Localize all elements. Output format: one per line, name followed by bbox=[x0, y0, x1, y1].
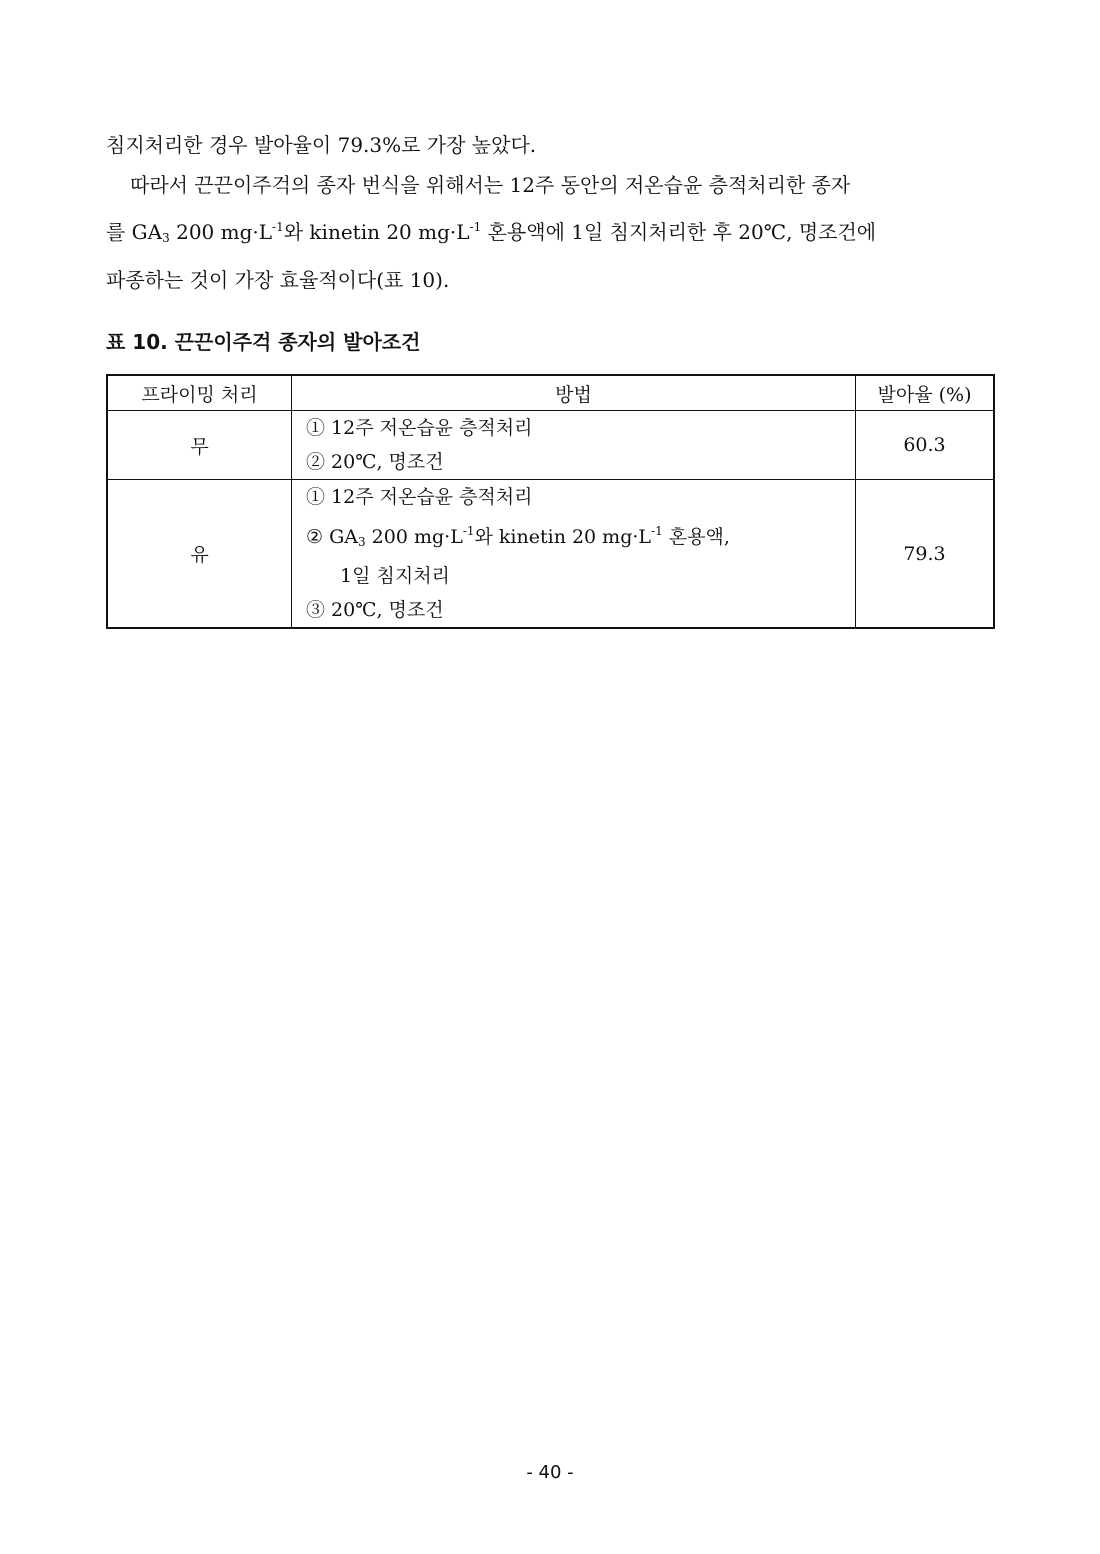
text-segment: ② GA bbox=[306, 526, 358, 548]
method-step-continued: 1일 침지처리 bbox=[340, 565, 450, 587]
superscript: -1 bbox=[651, 524, 663, 538]
paragraph-2-line-3: 파종하는 것이 가장 효율적이다(표 10). bbox=[106, 268, 450, 292]
paragraph-2 bbox=[106, 164, 994, 301]
method-step bbox=[306, 514, 855, 559]
superscript: -1 bbox=[272, 220, 284, 234]
paragraph-2-line-1: 따라서 끈끈이주걱의 종자 번식을 위해서는 12주 동안의 저온습윤 층적처리한 종자 bbox=[130, 173, 851, 197]
cell-rate: 79.3 bbox=[856, 480, 995, 629]
paragraph-2-line-2 bbox=[106, 206, 994, 259]
subscript: 3 bbox=[162, 231, 170, 245]
text-segment: 와 kinetin 20 mg·L bbox=[474, 526, 652, 548]
table-caption: 표 10. 끈끈이주걱 종자의 발아조건 bbox=[106, 330, 421, 354]
text-segment: 200 mg·L bbox=[365, 526, 463, 548]
method-step: ③ 20℃, 명조건 bbox=[306, 599, 444, 621]
header-method: 방법 bbox=[292, 375, 856, 411]
text-segment: 를 GA bbox=[106, 220, 163, 244]
table-row bbox=[107, 411, 994, 480]
page-number: - 40 - bbox=[526, 1462, 574, 1483]
text-segment: 와 kinetin 20 mg·L bbox=[283, 220, 470, 244]
text-segment: 200 mg·L bbox=[169, 220, 273, 244]
germination-table bbox=[106, 374, 995, 629]
text-segment: 혼용액, bbox=[662, 526, 730, 548]
paragraph-1: 침지처리한 경우 발아율이 79.3%로 가장 높았다. bbox=[106, 133, 537, 157]
table-header-row bbox=[107, 375, 994, 411]
cell-priming: 무 bbox=[107, 411, 292, 480]
subscript: 3 bbox=[357, 535, 366, 549]
text-segment: 혼용액에 1일 침지처리한 후 20℃, 명조건에 bbox=[481, 220, 877, 244]
header-rate: 발아율 (%) bbox=[856, 375, 995, 411]
cell-method bbox=[292, 411, 856, 480]
superscript: -1 bbox=[469, 220, 482, 234]
cell-rate: 60.3 bbox=[856, 411, 995, 480]
cell-priming: 유 bbox=[107, 480, 292, 629]
method-step: ① 12주 저온습윤 층적처리 bbox=[306, 417, 533, 439]
superscript: -1 bbox=[462, 524, 475, 538]
header-priming: 프라이밍 처리 bbox=[107, 375, 292, 411]
table-row bbox=[107, 480, 994, 629]
method-step: ② 20℃, 명조건 bbox=[306, 451, 444, 473]
method-step: ① 12주 저온습윤 층적처리 bbox=[306, 486, 533, 508]
cell-method bbox=[292, 480, 856, 629]
